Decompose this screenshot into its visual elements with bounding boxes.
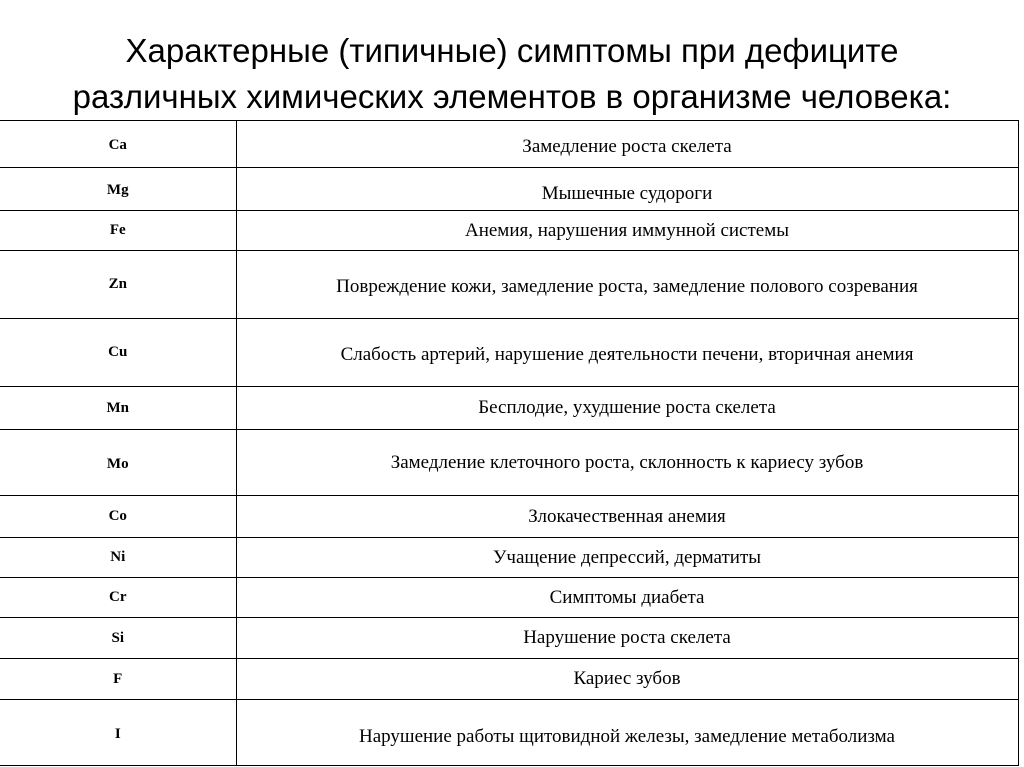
table-row [0,168,1018,211]
table-row [0,211,1018,251]
element-cell: Mo [0,430,236,496]
table-row [0,121,1018,168]
table-row [0,659,1018,700]
element-cell: Co [0,496,236,538]
element-cell: I [0,700,236,766]
table-row [0,538,1018,578]
element-cell: Mg [0,168,236,211]
deficiency-table-container [0,120,1018,766]
symptom-cell: Мышечные судороги [236,168,1018,211]
table-row [0,251,1018,319]
element-cell: Ca [0,121,236,168]
deficiency-table [0,120,1019,766]
element-cell: F [0,659,236,700]
symptom-cell: Повреждение кожи, замедление роста, замедление полового созревания [236,251,1018,319]
page-title-line-2: различных химических элементов в организме человека: [72,78,952,115]
symptom-cell: Слабость артерий, нарушение деятельности печени, вторичная анемия [236,319,1018,387]
table-row [0,387,1018,430]
table-row [0,700,1018,766]
table-row [0,430,1018,496]
table-row [0,618,1018,659]
symptom-cell: Бесплодие, ухудшение роста скелета [236,387,1018,430]
table-row [0,319,1018,387]
symptom-cell: Симптомы диабета [236,578,1018,618]
element-cell: Cr [0,578,236,618]
symptom-cell: Замедление клеточного роста, склонность к кариесу зубов [236,430,1018,496]
symptom-cell: Нарушение работы щитовидной железы, замедление метаболизма [236,700,1018,766]
symptom-cell: Учащение депрессий, дерматиты [236,538,1018,578]
element-cell: Fe [0,211,236,251]
symptom-cell: Кариес зубов [236,659,1018,700]
element-cell: Ni [0,538,236,578]
element-cell: Si [0,618,236,659]
element-cell: Mn [0,387,236,430]
page-title-line-1: Характерные (типичные) симптомы при дефиците [125,32,899,69]
symptom-cell: Замедление роста скелета [236,121,1018,168]
element-cell: Cu [0,319,236,387]
element-cell: Zn [0,251,236,319]
symptom-cell: Нарушение роста скелета [236,618,1018,659]
table-row [0,578,1018,618]
page-title [0,28,1024,120]
symptom-cell: Злокачественная анемия [236,496,1018,538]
symptom-cell: Анемия, нарушения иммунной системы [236,211,1018,251]
table-row [0,496,1018,538]
